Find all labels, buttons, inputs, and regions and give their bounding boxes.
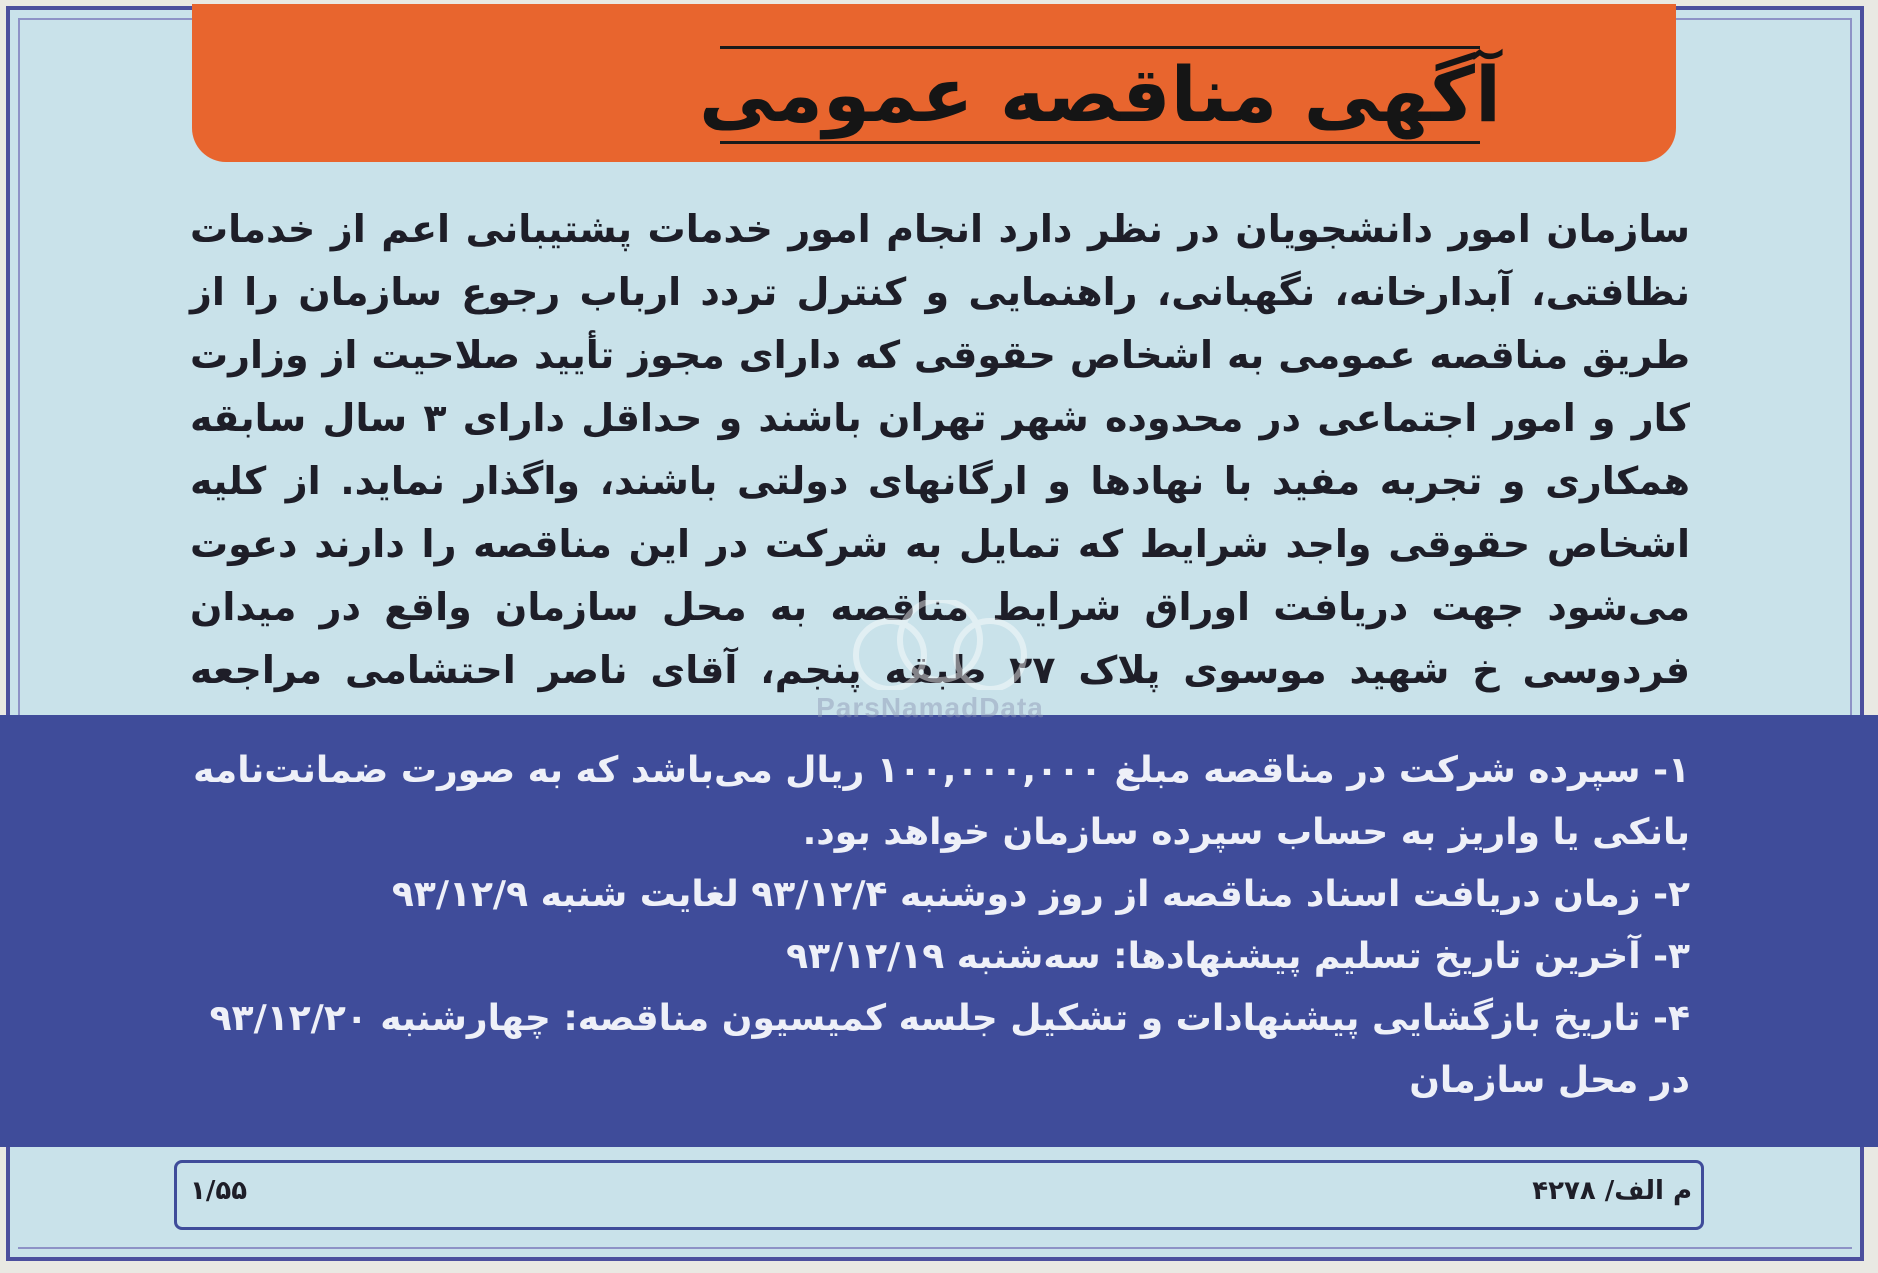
intro-paragraph: سازمان امور دانشجویان در نظر دارد انجام امور خدمات پشتیبانی اعم از خدمات نظافتی، آبدارخانه، نگهبانی، راهنمایی و کنترل تردد ارباب رجوع سازمان را از طریق مناقصه عمومی به اشخاص حقوقی که دارای مجوز تأیید صلاحیت از وزارت کار و امور اجتماعی در محدوده شهر تهران باشند و حداقل دارای ۳ سال سابقه همکاری و تجربه مفید با نهادها و ارگانهای دولتی باشند، واگذار نماید. از کلیه اشخاص حقوقی واجد شرایط که تمایل به شرکت در این مناقصه را دارند دعوت می‌شود جهت دریافت اوراق شرایط مناقصه به محل سازمان واقع در میدان فردوسی خ شهید موسوی پلاک ۲۷ طبقه پنجم، آقای ناصر احتشامی مراجعه [190, 207, 1691, 692]
condition-item-2: ۲- زمان دریافت اسناد مناقصه از روز دوشنبه ۹۳/۱۲/۴ لغایت شنبه ۹۳/۱۲/۹ [391, 874, 1690, 915]
watermark-text: ParsNamadData [816, 692, 1044, 723]
title-rule [698, 46, 1502, 144]
condition-item-3: ۳- آخرین تاریخ تسلیم پیشنهادها: سه‌شنبه ۹۳/۱۲/۱۹ [786, 936, 1690, 977]
condition-item-4: ۴- تاریخ بازگشایی پیشنهادات و تشکیل جلسه کمیسیون مناقصه: چهارشنبه ۹۳/۱۲/۲۰ در محل سازمان [209, 998, 1690, 1101]
footer-box [174, 1160, 1704, 1230]
page-title: آگهی مناقصه عمومی [698, 50, 1502, 139]
conditions-list [190, 740, 1690, 1100]
page-code: ۱/۵۵ [190, 1176, 248, 1206]
ad-code: م الف/ ۴۲۷۸ [1532, 1176, 1692, 1206]
title-banner [192, 4, 1676, 162]
condition-item-1: ۱- سپرده شرکت در مناقصه مبلغ ۱۰۰,۰۰۰,۰۰۰ ریال می‌باشد که به صورت ضمانت‌نامه بانکی یا واریز به حساب سپرده سازمان خواهد بود. [193, 750, 1690, 853]
